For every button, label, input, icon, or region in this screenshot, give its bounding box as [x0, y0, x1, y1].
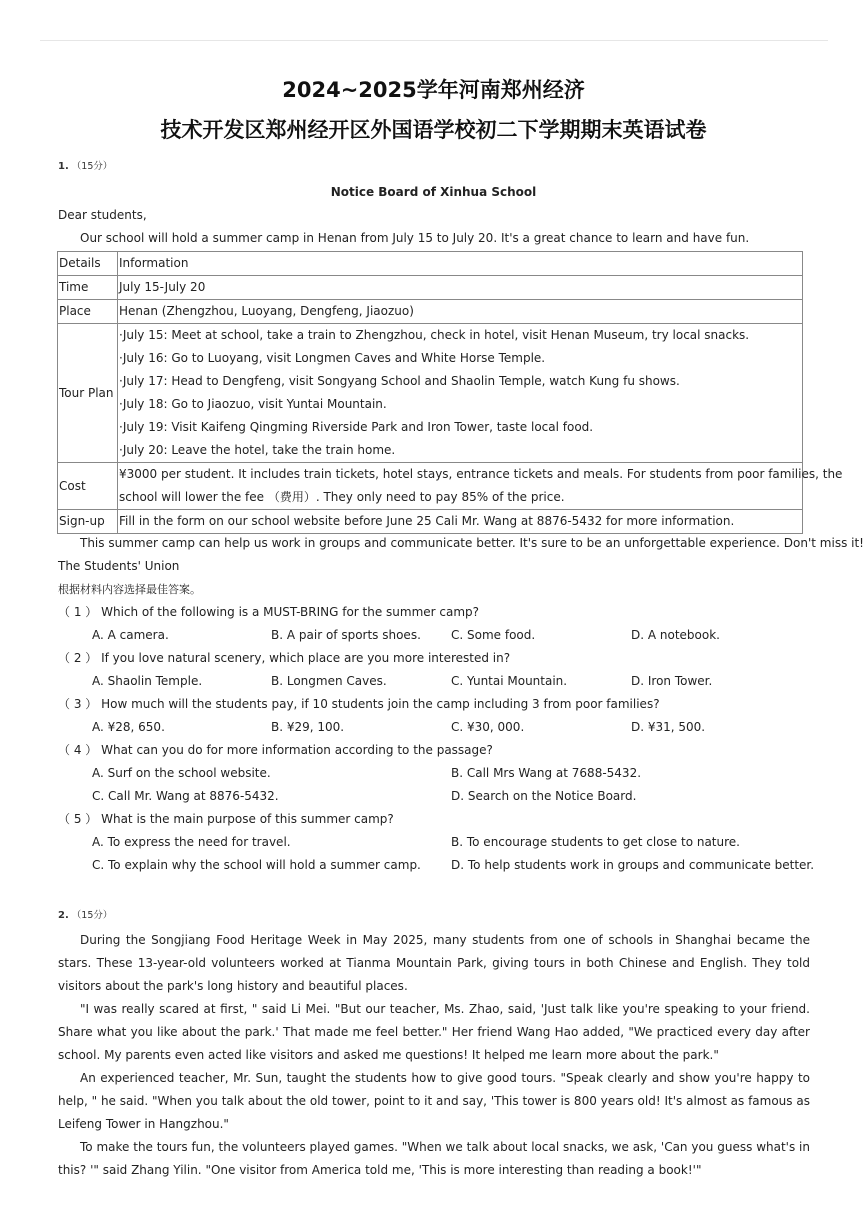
- table-row: [58, 300, 803, 324]
- subquestion-number: （ 4 ）: [58, 743, 98, 757]
- tour-plan-item: ·July 18: Go to Jiaozuo, visit Yuntai Mountain.: [119, 397, 387, 411]
- option-d: D. Search on the Notice Board.: [451, 789, 637, 803]
- question-score: （15分）: [71, 161, 113, 172]
- passage-paragraph: "I was really scared at first, " said Li Mei. "But our teacher, Ms. Zhao, said, 'Just talk like you're speaking to your friend. Share what you like about the park.' That made me feel better." Her friend Wang Hao added, "We practiced every day after school. My parents even acted like visitors and asked me questions! It helped me learn more about the park.": [58, 1002, 810, 1062]
- option-a: A. Surf on the school website.: [92, 766, 271, 780]
- cost-line: ¥3000 per student. It includes train tickets, hotel stays, entrance tickets and meals. For students from poor families, the: [119, 467, 843, 481]
- camp-info-table: [57, 251, 843, 534]
- tour-plan-item: ·July 16: Go to Luoyang, visit Longmen Caves and White Horse Temple.: [119, 351, 546, 365]
- cost-line: school will lower the fee （费用）. They only need to pay 85% of the price.: [119, 490, 565, 504]
- place-value: Henan (Zhengzhou, Luoyang, Dengfeng, Jiaozuo): [119, 304, 414, 318]
- option-b: B. Call Mrs Wang at 7688-5432.: [451, 766, 642, 780]
- tour-plan-item: ·July 17: Head to Dengfeng, visit Songyang School and Shaolin Temple, watch Kung fu shows.: [119, 374, 680, 388]
- option-c: C. To explain why the school will hold a summer camp.: [92, 858, 421, 872]
- subquestion: [58, 647, 510, 670]
- exam-title-line2: 技术开发区郑州经开区外国语学校初二下学期期末英语试卷: [160, 118, 707, 142]
- option-b: B. A pair of sports shoes.: [271, 628, 421, 642]
- signature: The Students' Union: [58, 559, 180, 573]
- question-1-header: [58, 158, 112, 172]
- subquestion-text: What is the main purpose of this summer camp?: [101, 812, 394, 826]
- table-header-information: Information: [119, 256, 189, 270]
- cost-label: Cost: [59, 478, 86, 493]
- option-c: C. Yuntai Mountain.: [451, 674, 568, 688]
- subquestion-text: If you love natural scenery, which place are you more interested in?: [101, 651, 511, 665]
- subquestion-text: Which of the following is a MUST-BRING for the summer camp?: [101, 605, 480, 619]
- table-row: [58, 510, 803, 534]
- subquestion: [58, 808, 394, 831]
- table-header-details: Details: [59, 256, 101, 270]
- option-a: A. A camera.: [92, 628, 169, 642]
- notice-title: Notice Board of Xinhua School: [330, 185, 537, 199]
- subquestion-number: （ 1 ）: [58, 605, 98, 619]
- question-2-header: [58, 907, 112, 921]
- closing-paragraph: This summer camp can help us work in groups and communicate better. It's sure to be an unforgettable experience. Don't miss it!: [80, 536, 864, 550]
- passage-paragraph: To make the tours fun, the volunteers played games. "When we talk about local snacks, we ask, 'Can you guess what's in this? '" said Zhang Yilin. "One visitor from America told me, 'This is more interesting than reading a book!'": [58, 1140, 810, 1177]
- instruction: 根据材料内容选择最佳答案。: [58, 583, 201, 596]
- table-row: [58, 463, 803, 510]
- option-d: D. Iron Tower.: [631, 674, 713, 688]
- question-score: （15分）: [71, 910, 113, 921]
- question-number: 2.: [58, 910, 69, 921]
- signup-label: Sign-up: [59, 514, 105, 528]
- signup-value: Fill in the form on our school website before June 25 Cali Mr. Wang at 8876-5432 for more information.: [119, 514, 735, 528]
- subquestion-number: （ 3 ）: [58, 697, 98, 711]
- option-b: B. ¥29, 100.: [271, 720, 345, 734]
- subquestion: [58, 739, 493, 762]
- subquestion: [58, 693, 660, 716]
- tour-plan-item: ·July 15: Meet at school, take a train to Zhengzhou, check in hotel, visit Henan Museum, try local snacks.: [119, 328, 750, 342]
- table-row: [58, 324, 803, 463]
- option-b: B. Longmen Caves.: [271, 674, 387, 688]
- option-c: C. Call Mr. Wang at 8876-5432.: [92, 789, 279, 803]
- question-number: 1.: [58, 161, 69, 172]
- subquestion-text: How much will the students pay, if 10 students join the camp including 3 from poor families?: [101, 697, 660, 711]
- table-row: [58, 276, 803, 300]
- option-d: D. To help students work in groups and communicate better.: [451, 858, 815, 872]
- subquestion-number: （ 2 ）: [58, 651, 98, 665]
- time-value: July 15-July 20: [119, 280, 206, 294]
- page-top-rule: [40, 40, 828, 41]
- option-a: A. To express the need for travel.: [92, 835, 291, 849]
- tour-plan-item: ·July 20: Leave the hotel, take the train home.: [119, 443, 396, 457]
- place-label: Place: [59, 304, 91, 318]
- table-row: [58, 252, 803, 276]
- subquestion-text: What can you do for more information according to the passage?: [101, 743, 493, 757]
- option-b: B. To encourage students to get close to nature.: [451, 835, 740, 849]
- time-label: Time: [59, 280, 89, 294]
- passage-paragraph: An experienced teacher, Mr. Sun, taught the students how to give good tours. "Speak clearly and show you're happy to help, " he said. "When you talk about the old tower, point to it and say, 'This tower is 800 years old! It's almost as famous as Leifeng Tower in Hangzhou.": [58, 1071, 810, 1131]
- subquestion-number: （ 5 ）: [58, 812, 98, 826]
- option-d: D. ¥31, 500.: [631, 720, 706, 734]
- subquestion: [58, 601, 479, 624]
- option-d: D. A notebook.: [631, 628, 720, 642]
- option-c: C. ¥30, 000.: [451, 720, 525, 734]
- tour-plan-item: ·July 19: Visit Kaifeng Qingming Riverside Park and Iron Tower, taste local food.: [119, 420, 594, 434]
- option-a: A. Shaolin Temple.: [92, 674, 203, 688]
- option-a: A. ¥28, 650.: [92, 720, 165, 734]
- greeting: Dear students,: [58, 208, 147, 222]
- tour-plan-label: Tour Plan: [59, 385, 114, 400]
- option-c: C. Some food.: [451, 628, 536, 642]
- intro-paragraph: Our school will hold a summer camp in Henan from July 15 to July 20. It's a great chance to learn and have fun.: [80, 231, 750, 245]
- passage-paragraph: During the Songjiang Food Heritage Week in May 2025, many students from one of schools in Shanghai became the stars. These 13-year-old volunteers worked at Tianma Mountain Park, giving tours in both Chinese and English. They told visitors about the park's long history and beautiful places.: [58, 933, 810, 993]
- exam-title-line1: 2024~2025学年河南郑州经济: [282, 78, 585, 102]
